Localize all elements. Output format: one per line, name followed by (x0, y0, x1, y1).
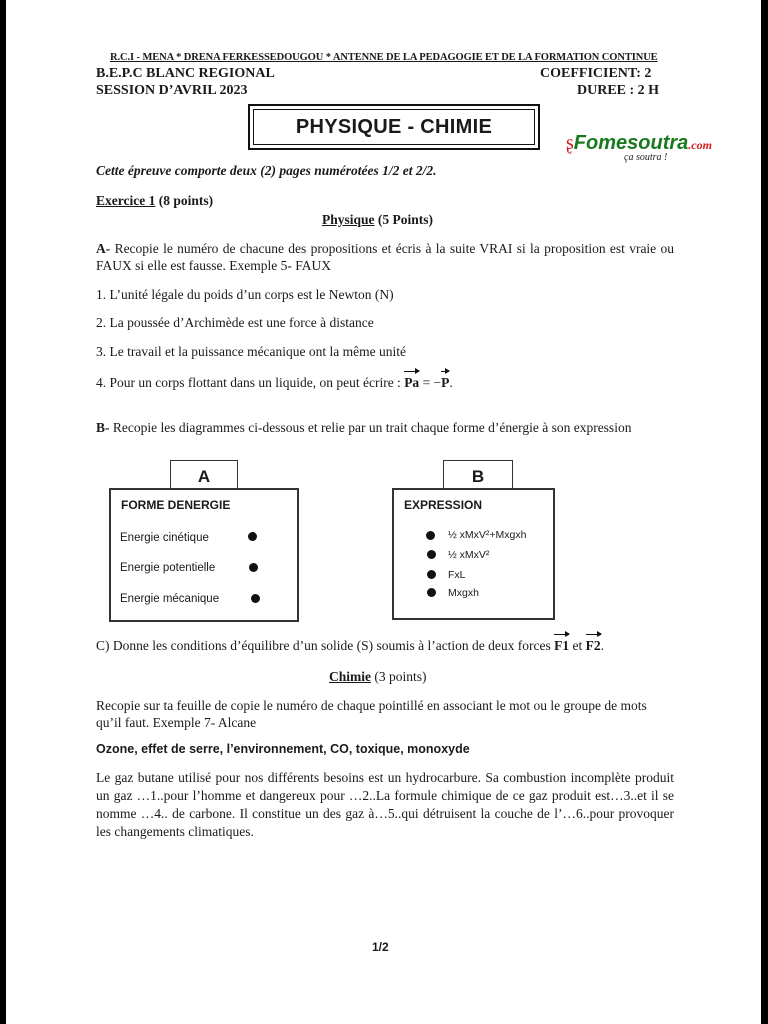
part-b-label: B- (96, 420, 110, 435)
part-c-and: et (572, 638, 583, 653)
vector-p: P (441, 375, 450, 390)
chimie-label: Chimie (329, 669, 371, 684)
vector-pa: Pa (404, 375, 420, 390)
formula-end: . (449, 375, 453, 390)
exercise-1-points: (8 points) (158, 193, 214, 208)
page-number: 1/2 (372, 940, 389, 954)
diagram-a (109, 488, 299, 622)
energy-mechanical: Energie mécanique (120, 593, 220, 605)
scan-left-edge (0, 0, 6, 1024)
title-box (248, 104, 540, 150)
part-a-label: A- (96, 241, 111, 256)
institution-header: R.C.I - MENA * DRENA FERKESSEDOUGOU * ANTENNE DE LA PEDAGOGIE ET DE LA FORMATION CONTINUE (110, 52, 658, 63)
energy-potential: Energie potentielle (120, 562, 216, 574)
diagram-a-header: FORME DENERGIE (121, 498, 231, 512)
diagram-b-header: EXPRESSION (404, 498, 483, 512)
expr-work: FxL (448, 569, 466, 581)
dot-b3-icon (427, 570, 436, 579)
dot-b4-icon (427, 588, 436, 597)
proposition-3: 3. Le travail et la puissance mécanique ont la même unité (96, 344, 407, 359)
proposition-4-text: 4. Pour un corps flottant dans un liquide, on peut écrire : (96, 375, 401, 390)
physique-points: (5 Points) (377, 212, 434, 227)
logo-brand: Fomesoutra (573, 132, 689, 154)
logo-tld: .com (688, 138, 712, 152)
vector-f1: F1 (554, 638, 570, 653)
physique-title (322, 212, 433, 228)
dot-b2-icon (427, 550, 436, 559)
formula-equals: = − (419, 375, 442, 390)
part-c-text: C) Donne les conditions d’équilibre d’un solide (S) soumis à l’action de deux forces (96, 638, 551, 653)
session: SESSION D’AVRIL 2023 (96, 83, 248, 98)
physique-label: Physique (322, 212, 375, 227)
intro-text: Cette épreuve comporte deux (2) pages numérotées 1/2 et 2/2. (96, 163, 437, 178)
dot-a3-icon (251, 594, 260, 603)
exercise-1-label: Exercice 1 (96, 193, 156, 208)
page-title: PHYSIQUE - CHIMIE (253, 109, 535, 145)
expr-mechanical: ½ xMxV²+Mxgxh (448, 529, 527, 541)
proposition-2: 2. La poussée d’Archimède est une force à distance (96, 315, 374, 330)
dot-b1-icon (426, 531, 435, 540)
proposition-1: 1. L’unité légale du poids d’un corps est le Newton (N) (96, 287, 394, 302)
chimie-points: (3 points) (374, 669, 427, 684)
diagram-b-tab: B (443, 460, 513, 494)
exam-name: B.E.P.C BLANC REGIONAL (96, 66, 275, 81)
diagram-b (392, 488, 555, 620)
part-b-text: Recopie les diagrammes ci-dessous et relie par un trait chaque forme d’énergie à son expression (112, 420, 632, 435)
logo-slogan: ça soutra ! (624, 152, 668, 163)
dot-a1-icon (248, 532, 257, 541)
chimie-instruction: Recopie sur ta feuille de copie le numéro de chaque pointillé en associant le mot ou le groupe de mots qu’il faut. Exemple 7- Alcane (96, 698, 647, 730)
expr-potential: Mxgxh (448, 587, 479, 599)
duration: DUREE : 2 H (577, 83, 660, 98)
energy-kinetic: Energie cinétique (120, 532, 209, 544)
vector-f2: F2 (585, 638, 601, 653)
expr-kinetic: ½ xMxV² (448, 549, 490, 561)
dot-a2-icon (249, 563, 258, 572)
scan-right-edge (761, 0, 768, 1024)
coefficient: COEFFICIENT: 2 (540, 66, 652, 81)
exercise-1-title (96, 193, 213, 209)
proposition-4 (96, 374, 674, 391)
diagram-a-tab: A (170, 460, 238, 494)
chimie-keywords: Ozone, effet de serre, l’environnement, CO, toxique, monoxyde (96, 742, 470, 756)
part-a-instruction (96, 240, 674, 274)
part-a-text: Recopie le numéro de chacune des propositions et écris à la suite VRAI si la proposition est vraie ou FAUX si elle est fausse. Exemple 5- FAUX (96, 241, 674, 273)
part-c (96, 637, 674, 654)
part-c-end: . (600, 638, 605, 653)
chimie-text: Le gaz butane utilisé pour nos différents besoins est un hydrocarbure. Sa combustion incomplète produit un gaz …1..pour l’homme et dangereux pour …2..La formule chimique de ce gaz produit est…3..et il se nomme …4.. de carbone. Il constitue un des gaz à…5..qui détruisent la couche de l’…6..pour provoquer les changements climatiques. (96, 770, 674, 839)
logo-mark-icon: ʂ (566, 132, 574, 154)
chimie-title (329, 669, 427, 685)
part-b-instruction (96, 419, 674, 436)
